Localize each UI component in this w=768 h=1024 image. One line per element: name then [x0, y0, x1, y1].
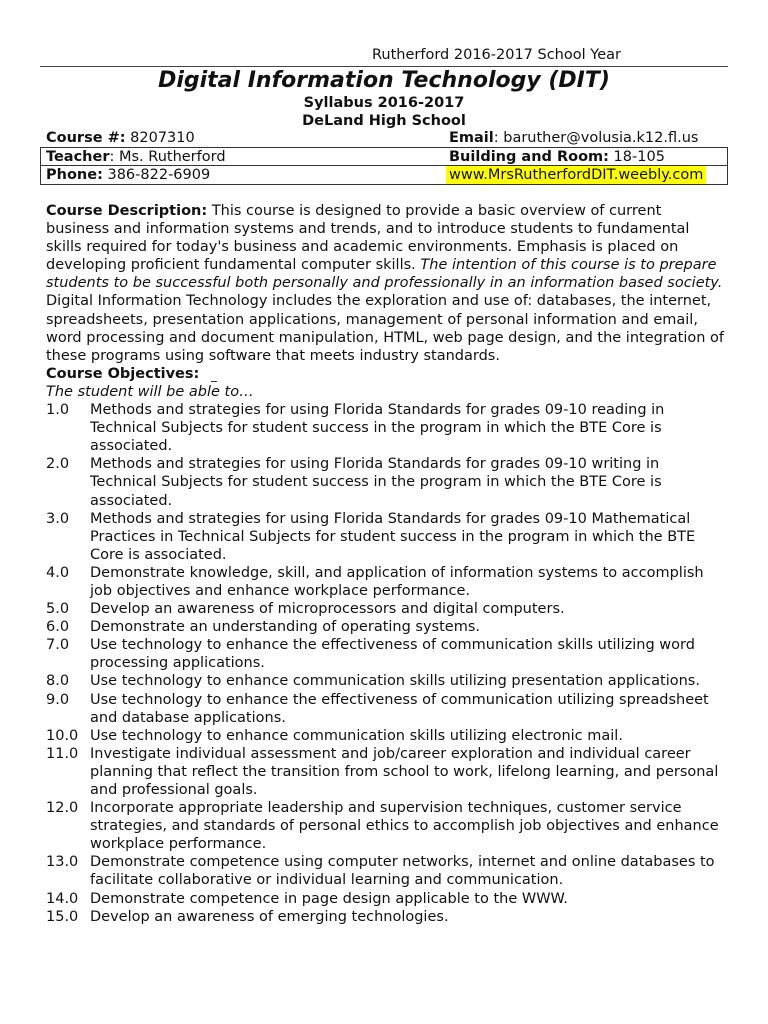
syllabus-body — [46, 202, 726, 926]
objective-item — [46, 908, 726, 926]
course-info-table — [40, 129, 728, 185]
objective-number: 9.0 — [46, 691, 70, 708]
objective-number: 15.0 — [46, 908, 79, 925]
objective-item — [46, 401, 726, 455]
objective-number: 14.0 — [46, 890, 79, 907]
objective-item — [46, 691, 726, 727]
info-rule-3 — [40, 184, 728, 185]
objective-item — [46, 455, 726, 509]
objective-item — [46, 564, 726, 600]
objective-number: 7.0 — [46, 637, 70, 654]
objective-item — [46, 745, 726, 799]
objective-text: Methods and strategies for using Florida Standards for grades 09-10 reading in Technical Subjects for student success in the program in which the BTE Core is associated. — [90, 402, 665, 455]
objective-item — [46, 799, 726, 853]
building-room: Building and Room: 18-105 — [449, 149, 665, 165]
objective-text: Incorporate appropriate leadership and supervision techniques, customer service strategies, and standards of personal ethics to accomplish job objectives and enhance workplace performance. — [90, 800, 719, 853]
objective-number: 8.0 — [46, 673, 70, 690]
email: Email: baruther@volusia.k12.fl.us — [449, 130, 699, 146]
objectives-list — [46, 401, 726, 926]
objective-item — [46, 618, 726, 636]
objective-item — [46, 510, 726, 564]
objective-number: 1.0 — [46, 402, 70, 419]
objective-text: Demonstrate competence using computer networks, internet and online databases to facilitate collaborative or individual learning and communication. — [90, 854, 715, 889]
objective-text: Methods and strategies for using Florida Standards for grades 09-10 Mathematical Practices in Technical Subjects for student success in the program in which the BTE Core is associated. — [90, 510, 696, 563]
objective-number: 10.0 — [46, 727, 79, 744]
objective-number: 12.0 — [46, 800, 79, 817]
objective-text: Use technology to enhance the effectiveness of communication utilizing spreadsheet and database applications. — [90, 691, 709, 726]
objective-text: Use technology to enhance communication skills utilizing presentation applications. — [90, 673, 700, 690]
tab-mark — [211, 381, 217, 382]
syllabus-subtitle: Syllabus 2016-2017 — [303, 95, 465, 111]
course-description: Course Description: This course is designed to provide a basic overview of current business and information systems and trends, and to introduce students to fundamental skills required for today's business and academic environments. Emphasis is placed on developing proficient fundamental computer skills. The intention of this course is to prepare students to be successful both personally and professionally in an information based society. Digital Information Technology includes the exploration and use of: databases, the internet, spreadsheets, presentation applications, management of personal information and email, word processing and document manipulation, HTML, web page design, and the integration of these programs using software that meets industry standards. — [46, 203, 725, 364]
objective-text: Develop an awareness of microprocessors and digital computers. — [90, 601, 565, 618]
info-row-phone — [40, 166, 728, 184]
objectives-heading: Course Objectives: — [46, 365, 726, 383]
objective-text: Demonstrate competence in page design applicable to the WWW. — [90, 890, 568, 907]
school-name: DeLand High School — [302, 113, 466, 129]
objective-number: 11.0 — [46, 745, 79, 762]
objective-item — [46, 853, 726, 889]
teacher: Teacher: Ms. Rutherford — [46, 149, 226, 165]
objective-number: 13.0 — [46, 854, 79, 871]
course-number: Course #: 8207310 — [46, 130, 195, 146]
objectives-intro: The student will be able to… — [46, 383, 254, 400]
objective-item — [46, 672, 726, 690]
info-row-teacher — [40, 148, 728, 166]
objective-text: Demonstrate knowledge, skill, and application of information systems to accomplish job objectives and enhance workplace performance. — [90, 564, 704, 599]
objective-item — [46, 600, 726, 618]
objective-number: 3.0 — [46, 510, 70, 527]
objective-text: Investigate individual assessment and job/career exploration and individual career planning that reflect the transition from school to work, lifelong learning, and personal and professional goals. — [90, 745, 719, 798]
website-link[interactable]: www.MrsRutherfordDIT.weebly.com — [446, 166, 706, 184]
objective-number: 4.0 — [46, 564, 70, 581]
document-title: Digital Information Technology (DIT) — [158, 68, 610, 93]
objective-text: Methods and strategies for using Florida Standards for grades 09-10 writing in Technical Subjects for student success in the program in which the BTE Core is associated. — [90, 456, 662, 509]
objective-text: Develop an awareness of emerging technologies. — [90, 908, 449, 925]
info-row-course — [40, 129, 728, 147]
objective-number: 5.0 — [46, 601, 70, 618]
objective-item — [46, 890, 726, 908]
objective-item — [46, 727, 726, 745]
phone: Phone: 386-822-6909 — [46, 167, 211, 183]
objective-text: Use technology to enhance the effectiveness of communication skills utilizing word processing applications. — [90, 637, 695, 672]
objective-number: 6.0 — [46, 619, 70, 636]
objective-number: 2.0 — [46, 456, 70, 473]
objective-text: Demonstrate an understanding of operating systems. — [90, 619, 481, 636]
objective-text: Use technology to enhance communication skills utilizing electronic mail. — [90, 727, 623, 744]
school-year-line: Rutherford 2016-2017 School Year — [372, 47, 621, 63]
objective-item — [46, 636, 726, 672]
